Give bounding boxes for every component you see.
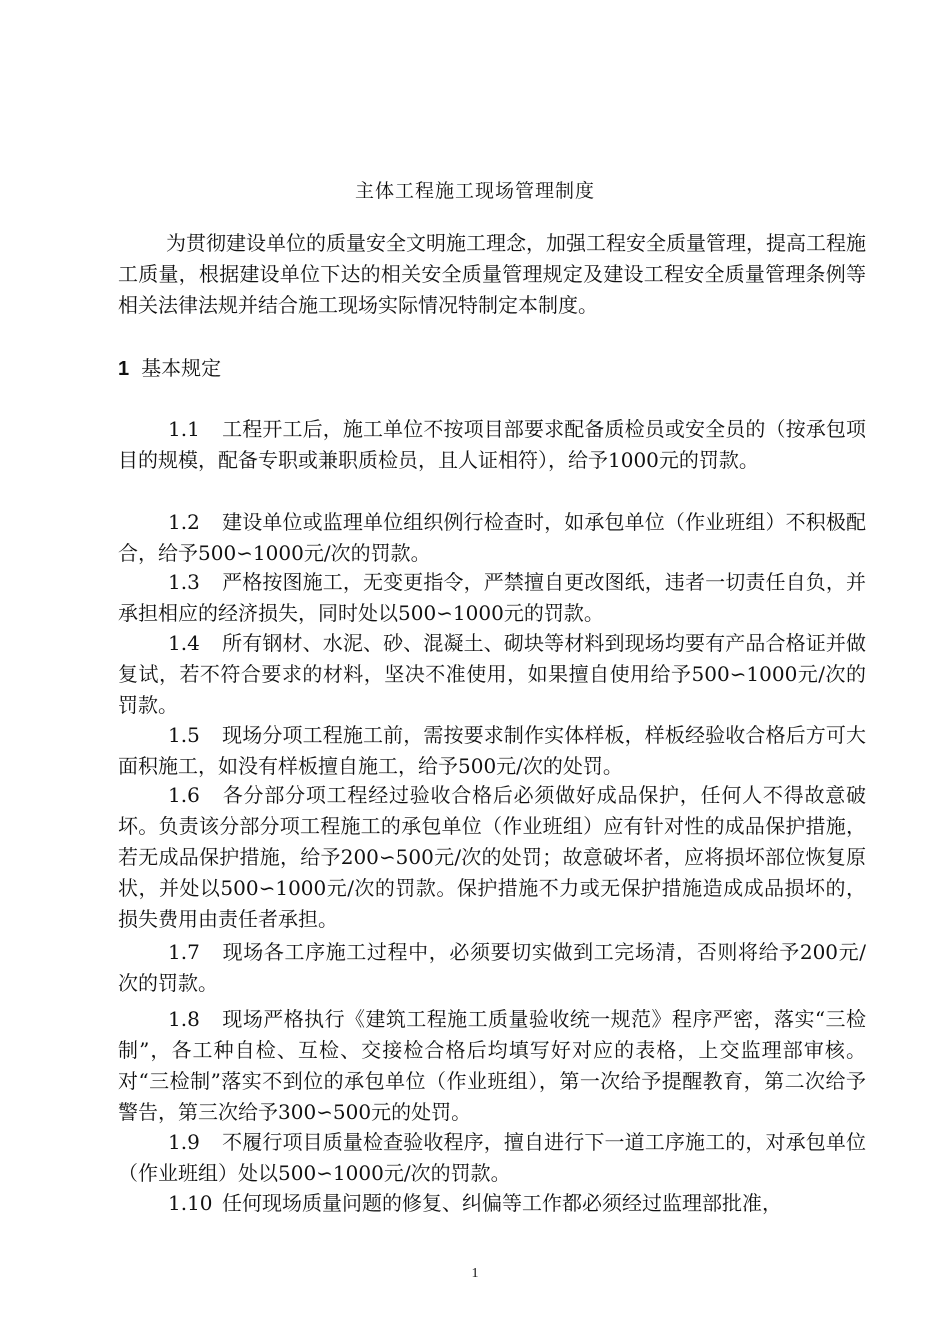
clause-text: 建设单位或监理单位组织例行检查时，如承包单位（作业班组）不积极配合，给予500∽1000元/次的罚款。 — [118, 510, 866, 565]
clause-text: 任何现场质量问题的修复、纠偏等工作都必须经过监理部批准， — [222, 1191, 782, 1215]
section-heading — [118, 352, 221, 381]
clause-1-7 — [118, 937, 866, 999]
section-title: 基本规定 — [141, 356, 222, 380]
clause-number: 1.9 — [168, 1130, 200, 1154]
clause-text: 各分部分项工程经过验收合格后必须做好成品保护，任何人不得故意破坏。负责该分部分项工程施工的承包单位（作业班组）应有针对性的成品保护措施，若无成品保护措施，给予200∽500元/次的处罚；故意破坏者，应将损坏部位恢复原状，并处以500∽1000元/次的罚款。保护措施不力或无保护措施造成成品损坏的，损失费用由责任者承担。 — [118, 783, 866, 931]
clause-1-10 — [118, 1188, 866, 1219]
clause-1-6 — [118, 780, 866, 935]
clause-1-8 — [118, 1004, 866, 1128]
clause-1-3 — [118, 567, 866, 629]
clause-1-2 — [118, 507, 866, 569]
clause-number: 1.7 — [168, 940, 200, 964]
clause-number: 1.8 — [168, 1007, 200, 1031]
clause-number: 1.10 — [168, 1191, 213, 1215]
clause-number: 1.6 — [168, 783, 200, 807]
clause-text: 现场各工序施工过程中，必须要切实做到工完场清，否则将给予200元/次的罚款。 — [118, 940, 866, 995]
clause-number: 1.1 — [168, 417, 200, 441]
clause-number: 1.3 — [168, 570, 200, 594]
clause-1-9 — [118, 1127, 866, 1189]
clause-text: 严格按图施工，无变更指令，严禁擅自更改图纸，违者一切责任自负，并承担相应的经济损失，同时处以500∽1000元的罚款。 — [118, 570, 866, 625]
clause-1-4 — [118, 628, 866, 721]
clause-text: 所有钢材、水泥、砂、混凝土、砌块等材料到现场均要有产品合格证并做复试，若不符合要求的材料，坚决不准使用，如果擅自使用给予500∽1000元/次的罚款。 — [118, 631, 866, 717]
clause-text: 现场严格执行《建筑工程施工质量验收统一规范》程序严密，落实“三检制”，各工种自检、互检、交接检合格后均填写好对应的表格，上交监理部审核。对“三检制”落实不到位的承包单位（作业班组），第一次给予提醒教育，第二次给予警告，第三次给予300∽500元的处罚。 — [118, 1007, 866, 1124]
document-title: 主体工程施工现场管理制度 — [354, 180, 595, 202]
clause-text: 现场分项工程施工前，需按要求制作实体样板，样板经验收合格后方可大面积施工，如没有样板擅自施工，给予500元/次的处罚。 — [118, 723, 866, 778]
page-number: 1 — [471, 1266, 479, 1281]
clause-text: 工程开工后，施工单位不按项目部要求配备质检员或安全员的（按承包项目的规模，配备专职或兼职质检员，且人证相符），给予1000元的罚款。 — [118, 417, 866, 472]
clause-1-1 — [118, 414, 866, 476]
clause-1-5 — [118, 720, 866, 782]
intro-paragraph: 为贯彻建设单位的质量安全文明施工理念，加强工程安全质量管理，提高工程施工质量，根据建设单位下达的相关安全质量管理规定及建设工程安全质量管理条例等相关法律法规并结合施工现场实际情况特制定本制度。 — [118, 231, 866, 317]
clause-text: 不履行项目质量检查验收程序，擅自进行下一道工序施工的，对承包单位（作业班组）处以500∽1000元/次的罚款。 — [118, 1130, 866, 1185]
clause-number: 1.5 — [168, 723, 200, 747]
clause-number: 1.4 — [168, 631, 200, 655]
section-number: 1 — [118, 358, 130, 380]
clause-number: 1.2 — [168, 510, 200, 534]
